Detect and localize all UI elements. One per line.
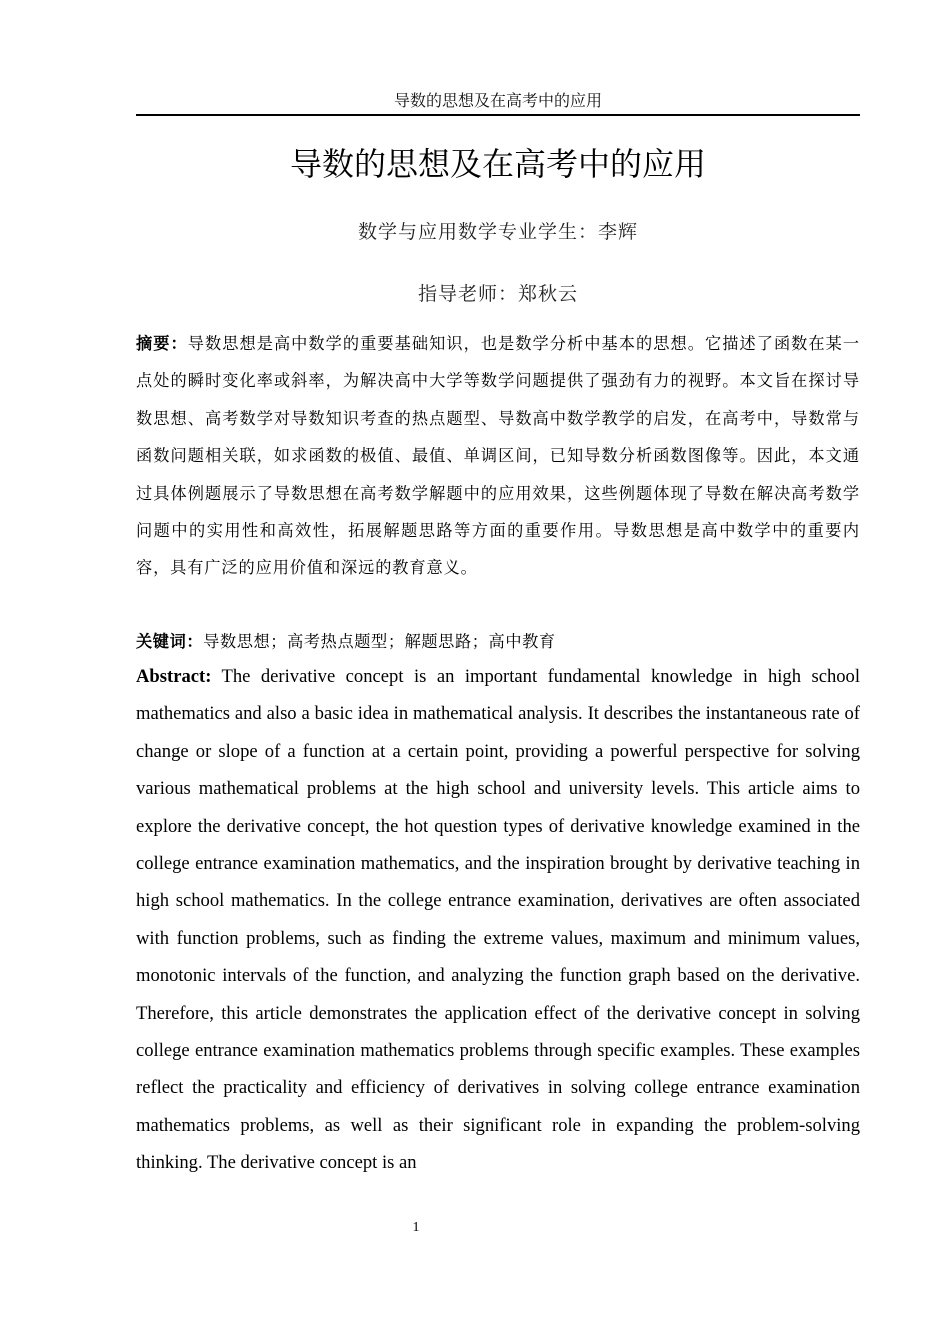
paper-title: 导数的思想及在高考中的应用	[289, 145, 706, 183]
abstract-english	[136, 658, 860, 1182]
header-rule	[136, 114, 860, 116]
author-line: 数学与应用数学专业学生：李辉	[357, 221, 638, 243]
page-number: 1	[412, 1220, 420, 1235]
running-header: 导数的思想及在高考中的应用	[393, 91, 602, 110]
keywords-chinese-label: 关键词：	[136, 632, 204, 651]
abstract-chinese	[136, 325, 860, 587]
abstract-english-label: Abstract:	[136, 666, 212, 687]
advisor-line: 指导老师：郑秋云	[417, 283, 578, 305]
keywords-chinese-text: 导数思想；高考热点题型；解题思路；高中教育	[203, 632, 556, 651]
abstract-english-text: The derivative concept is an important fundamental knowledge in high school mathematics and also a basic idea in mathematical analysis. It describes the instantaneous rate of change or slope of a function at a certain point, providing a powerful perspective for solving various mathematical problems at the high school and university levels. This article aims to explore the derivative concept, the hot question types of derivative knowledge examined in the college entrance examination mathematics, and the inspiration brought by derivative teaching in high school mathematics. In the college entrance examination, derivatives are often associated with function problems, such as finding the extreme values, maximum and minimum values, monotonic intervals of the function, and analyzing the function graph based on the derivative. Therefore, this article demonstrates the application effect of the derivative concept in solving college entrance examination mathematics problems through specific examples. These examples reflect the practicality and efficiency of derivatives in solving college entrance examination mathematics problems, as well as their significant role in expanding the problem-solving thinking. The derivative concept is an	[136, 666, 861, 1174]
keywords-chinese	[136, 623, 860, 660]
abstract-chinese-label: 摘要：	[136, 334, 188, 353]
abstract-chinese-text: 导数思想是高中数学的重要基础知识，也是数学分析中基本的思想。它描述了函数在某一点处的瞬时变化率或斜率，为解决高中大学等数学问题提供了强劲有力的视野。本文旨在探讨导数思想、高考数学对导数知识考查的热点题型、导数高中数学教学的启发，在高考中，导数常与函数问题相关联，如求函数的极值、最值、单调区间，已知导数分析函数图像等。因此，本文通过具体例题展示了导数思想在高考数学解题中的应用效果，这些例题体现了导数在解决高考数学问题中的实用性和高效性，拓展解题思路等方面的重要作用。导数思想是高中数学中的重要内容，具有广泛的应用价值和深远的教育意义。	[136, 334, 860, 578]
